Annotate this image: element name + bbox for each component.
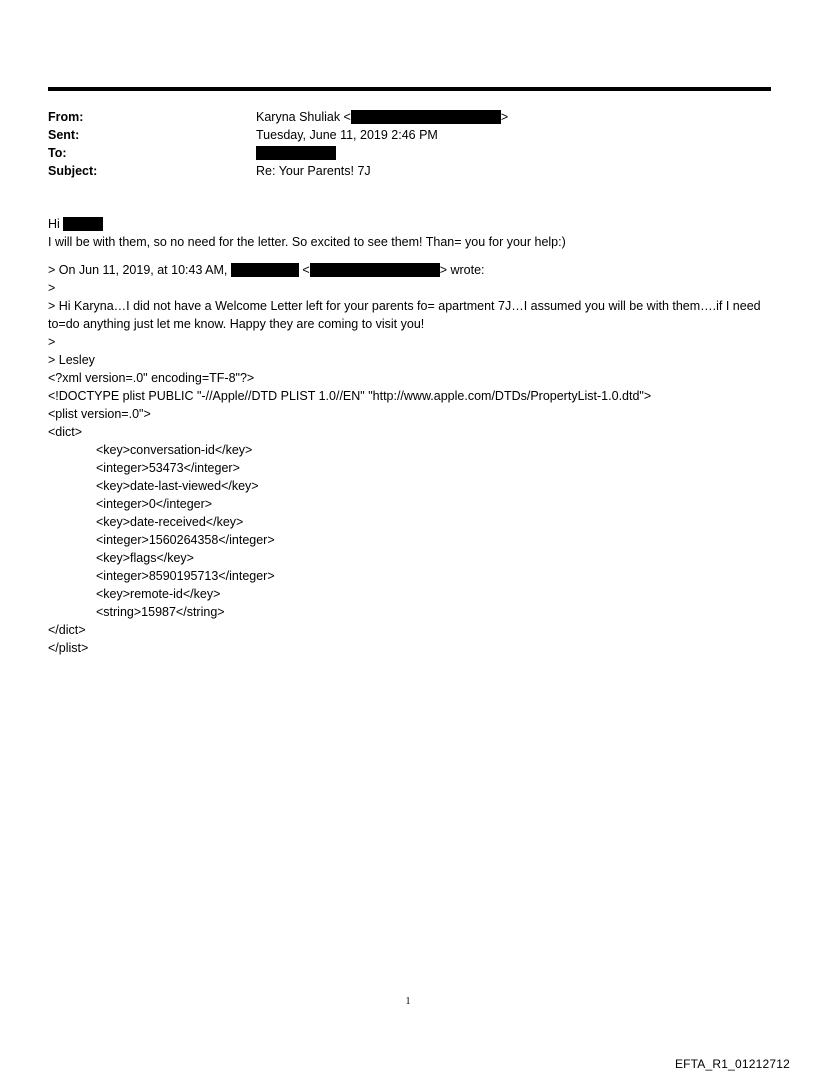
redaction-box	[351, 110, 501, 124]
dict-line: <key>remote-id</key>	[96, 587, 221, 601]
greeting-line	[48, 215, 768, 233]
from-label: From:	[48, 110, 84, 124]
xml-declaration: <?xml version=.0" encoding=TF-8"?>	[48, 371, 255, 385]
redaction-box	[256, 146, 336, 160]
from-close: >	[500, 110, 509, 124]
from-value	[256, 108, 508, 126]
dict-line: <key>flags</key>	[96, 551, 194, 565]
redaction-box	[63, 217, 103, 231]
quote-signature: > Lesley	[48, 353, 95, 367]
quote-paragraph: > Hi Karyna…I did not have a Welcome Letter left for your parents fo= apartment 7J…I assumed you will be with them….if I need to=do anything just let me know. Happy they are coming to visit you!	[48, 299, 761, 331]
subject-label: Subject:	[48, 164, 98, 178]
dict-line: <string>15987</string>	[96, 605, 225, 619]
dict-line: <integer>1560264358</integer>	[96, 533, 275, 547]
email-body	[48, 215, 768, 657]
reply-text: I will be with them, so no need for the letter. So excited to see them! Than= you for your help:)	[48, 235, 566, 249]
dict-close: </dict>	[48, 623, 86, 637]
plist-open: <plist version=.0">	[48, 407, 151, 421]
dict-line: <key>date-received</key>	[96, 515, 244, 529]
header-rule	[48, 87, 771, 91]
dict-line: <key>conversation-id</key>	[96, 443, 253, 457]
to-label: To:	[48, 146, 67, 160]
to-value	[256, 144, 336, 162]
quote-header	[48, 261, 768, 279]
dict-open: <dict>	[48, 425, 83, 439]
quote-on-suffix: > wrote:	[439, 263, 485, 277]
page-number: 1	[405, 996, 411, 1007]
sent-value: Tuesday, June 11, 2019 2:46 PM	[256, 128, 438, 142]
greeting: Hi	[48, 217, 60, 231]
doctype-line: <!DOCTYPE plist PUBLIC "-//Apple//DTD PLIST 1.0//EN" "http://www.apple.com/DTDs/PropertyList-1.0.dtd">	[48, 389, 652, 403]
dict-line: <integer>53473</integer>	[96, 461, 240, 475]
quote-on-lt: <	[302, 263, 310, 277]
quote-blank-line: >	[48, 281, 56, 295]
dict-line: <integer>8590195713</integer>	[96, 569, 275, 583]
plist-close: </plist>	[48, 641, 89, 655]
quote-blank-line: >	[48, 335, 56, 349]
from-name: Karyna Shuliak <	[256, 110, 351, 124]
sent-label: Sent:	[48, 128, 80, 142]
dict-line: <key>date-last-viewed</key>	[96, 479, 259, 493]
subject-value: Re: Your Parents! 7J	[256, 164, 371, 178]
redaction-box	[231, 263, 299, 277]
redaction-box	[310, 263, 440, 277]
document-id: EFTA_R1_01212712	[674, 1057, 790, 1071]
dict-line: <integer>0</integer>	[96, 497, 213, 511]
quote-on-prefix: > On Jun 11, 2019, at 10:43 AM,	[48, 263, 228, 277]
